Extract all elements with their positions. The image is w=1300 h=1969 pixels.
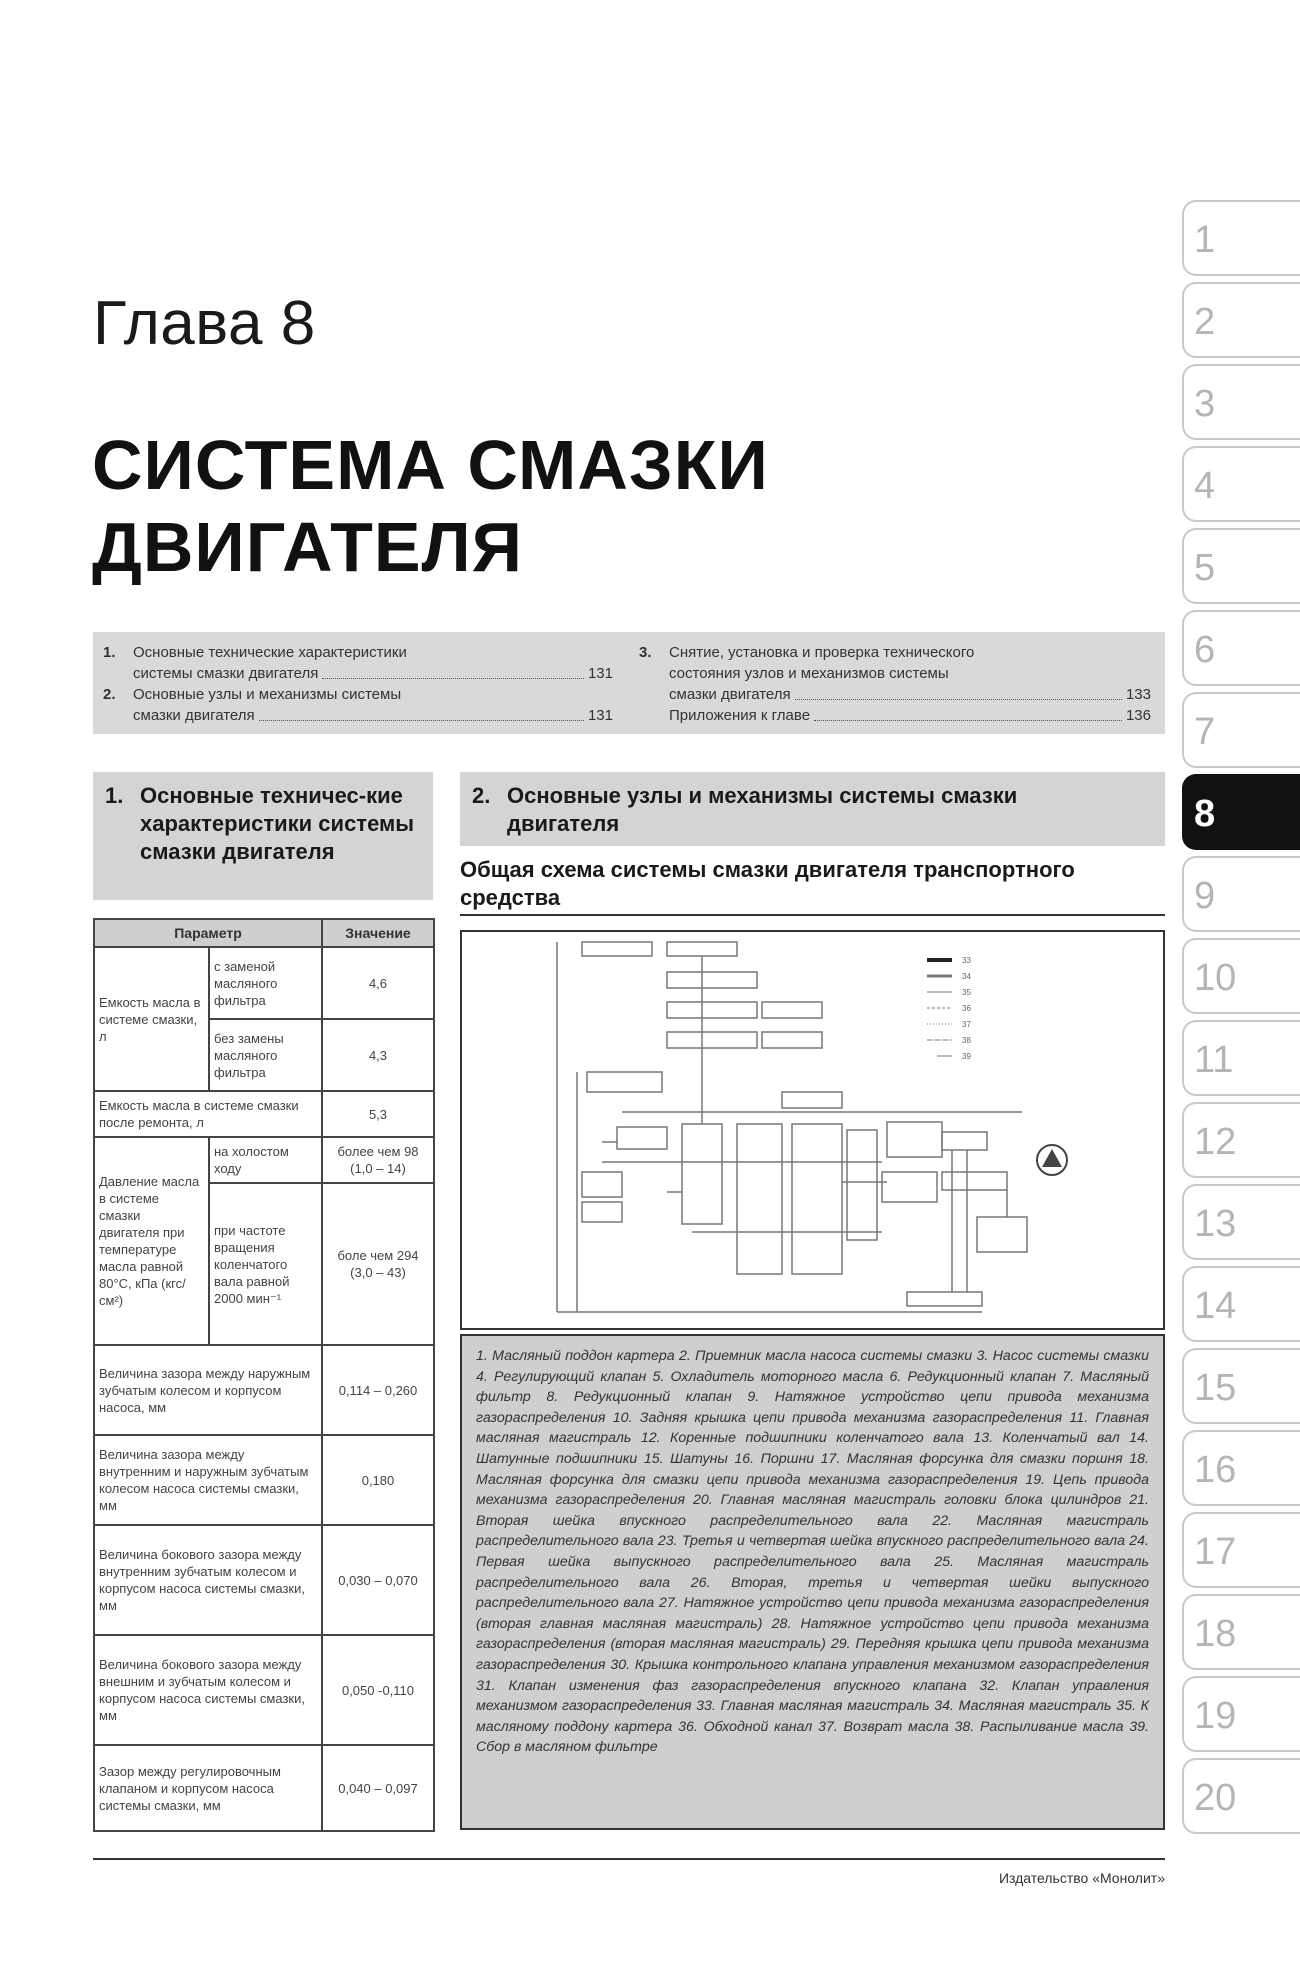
param-cell: Величина бокового зазора между внешним и зубчатым колесом и корпусом насоса системы смазки, мм — [94, 1635, 322, 1745]
table-row — [94, 1525, 434, 1635]
chapter-tab-9[interactable]: 9 — [1182, 856, 1300, 932]
toc-item-text: Основные узлы и механизмы системы — [133, 686, 402, 703]
param-cell: Зазор между регулировочным клапаном и корпусом насоса системы смазки, мм — [94, 1745, 322, 1831]
value-cell: 0,030 – 0,070 — [322, 1525, 434, 1635]
value-cell: боле чем 294 (3,0 – 43) — [322, 1183, 434, 1345]
param-cell: Емкость масла в системе смазки, л — [94, 947, 209, 1091]
section-1-heading — [93, 772, 433, 900]
toc-item-page: 131 — [587, 665, 613, 682]
warning-icon — [1037, 1145, 1067, 1175]
schematic-legend — [927, 956, 971, 1061]
section-number: 2. — [472, 783, 491, 808]
chapter-tab-15[interactable]: 15 — [1182, 1348, 1300, 1424]
chapter-tab-4[interactable]: 4 — [1182, 446, 1300, 522]
chapter-title-line-2: ДВИГАТЕЛЯ — [92, 508, 523, 586]
legend-number: 37 — [962, 1020, 971, 1029]
section-title: Основные узлы и механизмы системы смазки двигателя — [507, 783, 1018, 836]
toc-item-text: системы смазки двигателя — [133, 665, 319, 682]
condition-cell: с заменой масляного фильтра — [209, 947, 322, 1019]
toc-item-text: Приложения к главе — [669, 707, 811, 724]
legend-number: 33 — [962, 956, 971, 965]
column-header: Значение — [322, 919, 434, 947]
condition-cell: при частоте вращения коленчатого вала равной 2000 мин⁻¹ — [209, 1183, 322, 1345]
chapter-tab-3[interactable]: 3 — [1182, 364, 1300, 440]
value-cell: более чем 98 (1,0 – 14) — [322, 1137, 434, 1183]
toc-item[interactable] — [629, 642, 1151, 705]
toc-item-number: 1. — [103, 644, 116, 661]
toc-item-page: 136 — [1125, 707, 1151, 724]
section-title: Основные техничес-кие характеристики системы смазки двигателя — [140, 783, 415, 864]
column-header: Параметр — [94, 919, 322, 947]
table-row — [94, 1745, 434, 1831]
chapter-title-line-1: СИСТЕМА СМАЗКИ — [92, 426, 769, 504]
section-2-heading — [460, 772, 1165, 846]
chapter-tab-11[interactable]: 11 — [1182, 1020, 1300, 1096]
table-row — [94, 1137, 434, 1183]
chapter-tab-14[interactable]: 14 — [1182, 1266, 1300, 1342]
section-number: 1. — [105, 783, 124, 808]
legend-number: 36 — [962, 1004, 971, 1013]
chapter-label: Глава 8 — [93, 289, 316, 358]
specifications-table — [93, 918, 435, 1832]
condition-cell: без замены масляного фильтра — [209, 1019, 322, 1091]
chapter-tab-5[interactable]: 5 — [1182, 528, 1300, 604]
toc-item-text: состояния узлов и механизмов системы — [669, 665, 949, 682]
chapter-tab-2[interactable]: 2 — [1182, 282, 1300, 358]
toc-item-text: смазки двигателя — [133, 707, 255, 724]
param-cell: Величина бокового зазора между внутренним зубчатым колесом и корпусом насоса системы смазки, мм — [94, 1525, 322, 1635]
value-cell: 0,040 – 0,097 — [322, 1745, 434, 1831]
legend-number: 34 — [962, 972, 971, 981]
schematic-drawing — [462, 932, 1163, 1328]
legend-number: 39 — [962, 1052, 971, 1061]
chapter-title — [92, 424, 769, 588]
value-cell: 0,050 -0,110 — [322, 1635, 434, 1745]
chapter-tab-7[interactable]: 7 — [1182, 692, 1300, 768]
diagram-heading: Общая схема системы смазки двигателя транспортного средства — [460, 856, 1165, 916]
value-cell: 0,114 – 0,260 — [322, 1345, 434, 1435]
publisher-name: Издательство «Монолит» — [998, 1870, 1165, 1886]
chapter-tab-8[interactable]: 8 — [1182, 774, 1300, 850]
chapter-tab-18[interactable]: 18 — [1182, 1594, 1300, 1670]
table-header-row — [94, 919, 434, 947]
chapter-tab-13[interactable]: 13 — [1182, 1184, 1300, 1260]
param-cell: Емкость масла в системе смазки после ремонта, л — [94, 1091, 322, 1137]
legend-number: 35 — [962, 988, 971, 997]
condition-cell: на холостом ходу — [209, 1137, 322, 1183]
param-cell: Давление масла в системе смазки двигателя при температуре масла равной 80°С, кПа (кгс/см²) — [94, 1137, 209, 1345]
toc-item-page: 131 — [587, 707, 613, 724]
toc-item[interactable] — [93, 642, 613, 684]
param-cell: Величина зазора между наружным зубчатым колесом и корпусом насоса, мм — [94, 1345, 322, 1435]
toc-item-page: 133 — [1125, 686, 1151, 703]
table-row — [94, 1635, 434, 1745]
value-cell: 0,180 — [322, 1435, 434, 1525]
chapter-tab-10[interactable]: 10 — [1182, 938, 1300, 1014]
chapter-tab-12[interactable]: 12 — [1182, 1102, 1300, 1178]
toc-item[interactable] — [93, 684, 613, 726]
table-row — [94, 1345, 434, 1435]
footer-rule — [93, 1858, 1165, 1860]
value-cell: 5,3 — [322, 1091, 434, 1137]
chapter-tab-20[interactable]: 20 — [1182, 1758, 1300, 1834]
lubrication-schematic — [460, 930, 1165, 1330]
chapter-tab-1[interactable]: 1 — [1182, 200, 1300, 276]
chapter-tab-16[interactable]: 16 — [1182, 1430, 1300, 1506]
toc-item-text: смазки двигателя — [669, 686, 791, 703]
schematic-caption: 1. Масляный поддон картера 2. Приемник масла насоса системы смазки 3. Насос системы смазки 4. Регулирующий клапан 5. Охладитель моторного масла 6. Редукционный клапан 7. Масляный фильтр 8. Редукционный клапан 9. Натяжное устройство цепи привода механизма газораспределения 10. Задняя крышка цепи привода механизма газораспределения 11. Главная масляная магистраль 12. Коренные подшипники коленчатого вала 13. Коленчатый вал 14. Шатунные подшипники 15. Шатуны 16. Поршни 17. Масляная форсунка для смазки поршня 18. Масляная форсунка для смазки цепи привода механизма газораспределения 19. Цепь привода механизма газораспределения 20. Главная масляная магистраль головки блока цилиндров 21. Вторая шейка впускного распределительного вала 22. Масляная магистраль распределительного вала 23. Третья и четвертая шейка впускного распределительного вала 24. Первая шейка выпускного распределительного вала 25. Масляная магистраль распределительного вала 26. Вторая, третья и четвертая шейки выпускного распределительного вала 27. Натяжное устройство цепи привода механизма газораспределения (вторая главная масляная магистраль) 28. Натяжное устройство цепи привода механизма газораспределения (вторая масляная магистраль) 29. Передняя крышка цепи привода механизма газораспределения 30. Крышка контрольного клапана управления механизмом газораспределения 31. Клапан изменения фаз газораспределения впускного клапана 32. Клапан управления механизмом газораспределения 33. Главная масляная магистраль 34. Масляная магистраль 35. К масляному поддону картера 36. Обходной канал 37. Возврат масла 38. Распыливание масла 39. Сбор в масляном фильтре — [460, 1334, 1165, 1830]
toc-item-text: Снятие, установка и проверка технического — [669, 644, 975, 661]
value-cell: 4,3 — [322, 1019, 434, 1091]
toc-item-appendix[interactable] — [629, 705, 1151, 726]
table-row — [94, 1435, 434, 1525]
chapter-tab-19[interactable]: 19 — [1182, 1676, 1300, 1752]
toc-item-text: Основные технические характеристики — [133, 644, 407, 661]
legend-number: 38 — [962, 1036, 971, 1045]
chapter-tab-17[interactable]: 17 — [1182, 1512, 1300, 1588]
toc-item-number: 3. — [639, 644, 652, 661]
toc-item-number: 2. — [103, 686, 116, 703]
value-cell: 4,6 — [322, 947, 434, 1019]
table-row — [94, 947, 434, 1019]
chapter-tab-6[interactable]: 6 — [1182, 610, 1300, 686]
chapter-contents — [93, 632, 1165, 734]
table-row — [94, 1091, 434, 1137]
param-cell: Величина зазора между внутренним и наружным зубчатым колесом насоса системы смазки, мм — [94, 1435, 322, 1525]
